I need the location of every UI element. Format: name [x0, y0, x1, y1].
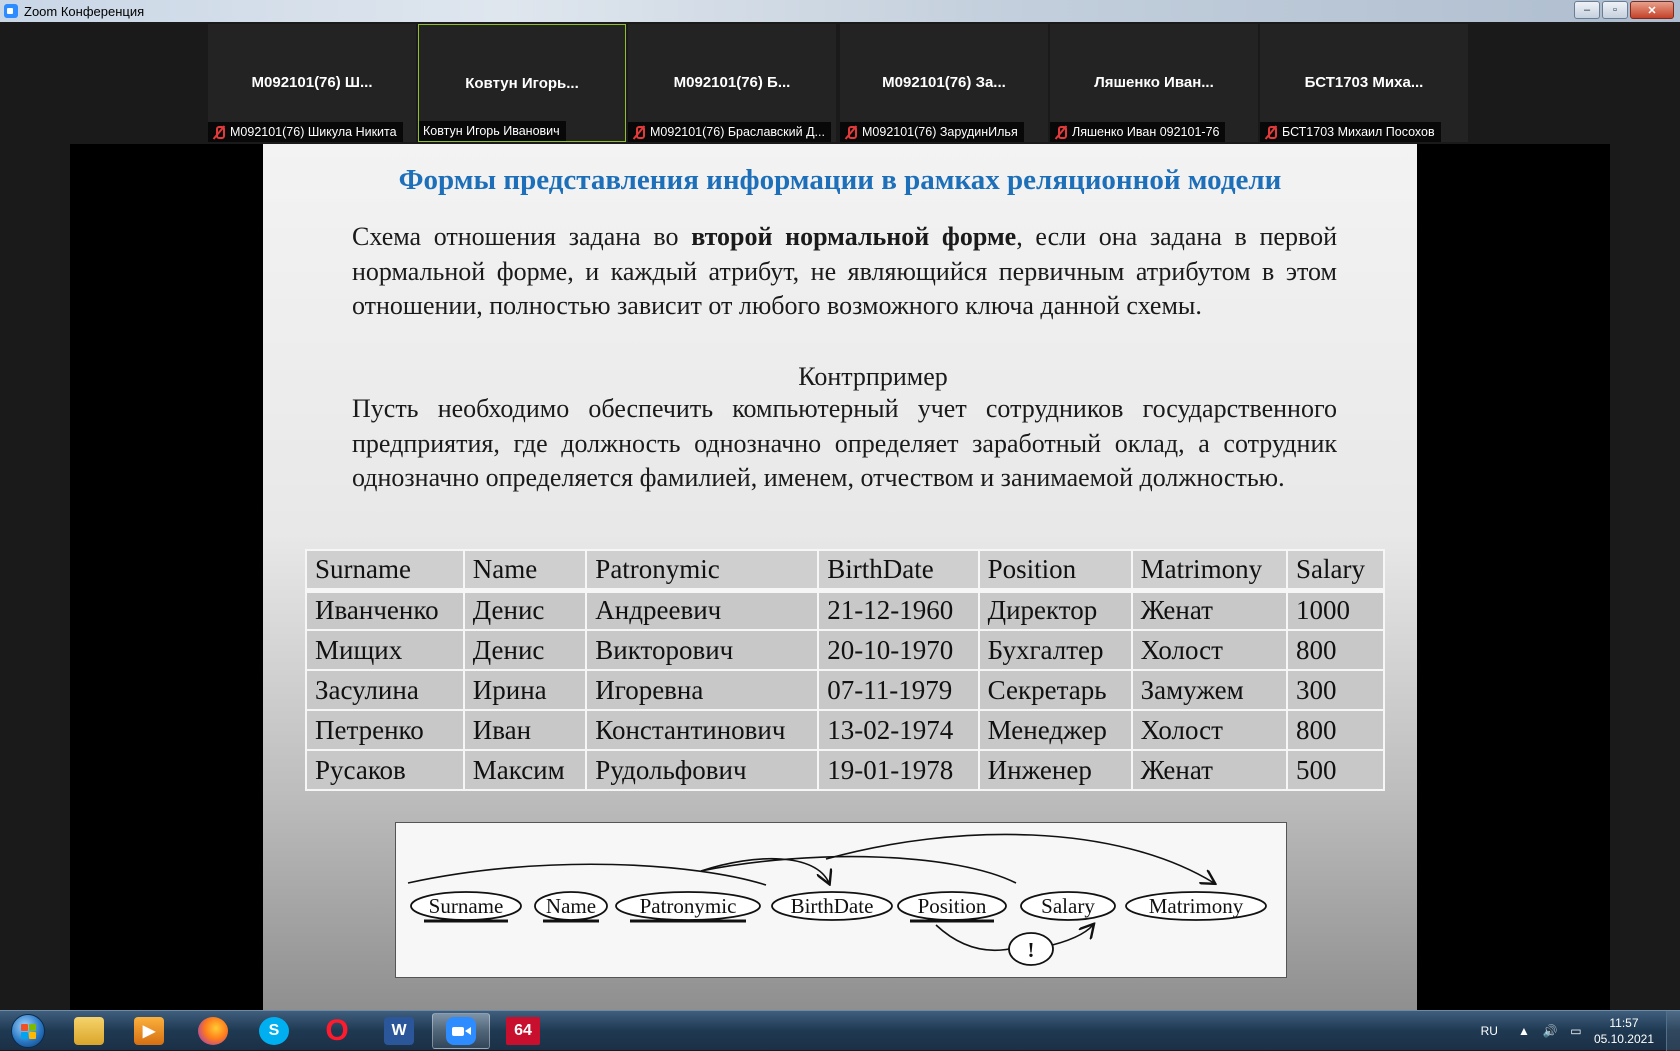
- show-hidden-icons-icon[interactable]: ▲: [1517, 1024, 1530, 1038]
- taskbar-firefox[interactable]: [184, 1013, 242, 1049]
- participant-label: БСТ1703 Михаил Посохов: [1260, 122, 1441, 142]
- taskbar-explorer[interactable]: [60, 1013, 118, 1049]
- system-tray: [1481, 1011, 1680, 1051]
- participant-name: БСТ1703 Миха...: [1304, 74, 1424, 91]
- windows-logo-icon: [11, 1014, 45, 1048]
- column-header: Position: [979, 550, 1132, 590]
- folder-icon: [74, 1017, 104, 1045]
- table-cell: 1000: [1287, 590, 1384, 630]
- window-controls: [1574, 1, 1674, 19]
- table-cell: Холост: [1132, 630, 1287, 670]
- mic-muted-icon: [212, 125, 226, 139]
- table-row: [306, 750, 1384, 790]
- participant-name: M092101(76) Б...: [673, 74, 791, 91]
- taskbar-zoom[interactable]: [432, 1013, 490, 1049]
- table-cell: Максим: [464, 750, 587, 790]
- show-desktop-button[interactable]: [1666, 1011, 1680, 1051]
- table-cell: 13-02-1974: [818, 710, 978, 750]
- taskbar-word[interactable]: [370, 1013, 428, 1049]
- table-cell: Иван: [464, 710, 587, 750]
- column-header: BirthDate: [818, 550, 978, 590]
- zoom-icon: [446, 1017, 476, 1045]
- participant-label: M092101(76) ЗарудинИлья: [840, 122, 1024, 142]
- slide-counterexample-heading: Контрпример: [798, 362, 948, 391]
- table-cell: Денис: [464, 590, 587, 630]
- column-header: Surname: [306, 550, 464, 590]
- firefox-icon: [198, 1017, 228, 1045]
- table-cell: Женат: [1132, 590, 1287, 630]
- table-cell: Рудольфович: [586, 750, 818, 790]
- attribute-node-surname: [411, 892, 521, 921]
- column-header: Name: [464, 550, 587, 590]
- table-cell: Засулина: [306, 670, 464, 710]
- participant-label: M092101(76) Шикула Никита: [208, 122, 403, 142]
- dependency-arc: [701, 859, 829, 883]
- column-header: Salary: [1287, 550, 1384, 590]
- minimize-button[interactable]: –: [1574, 1, 1600, 19]
- table-cell: 20-10-1970: [818, 630, 978, 670]
- participant-tile[interactable]: [840, 24, 1048, 142]
- table-cell: Ирина: [464, 670, 587, 710]
- participant-name: M092101(76) За...: [882, 74, 1006, 91]
- table-cell: Андреевич: [586, 590, 818, 630]
- attribute-node-birthdate: [772, 892, 892, 920]
- table-cell: Игоревна: [586, 670, 818, 710]
- attribute-label: Patronymic: [639, 894, 737, 918]
- exclamation-node: [1009, 933, 1053, 965]
- attribute-label: Position: [917, 894, 987, 918]
- table-cell: Директор: [979, 590, 1132, 630]
- table-cell: Замужем: [1132, 670, 1287, 710]
- dependency-diagram: [395, 822, 1287, 978]
- opera-icon: O: [325, 1014, 349, 1047]
- attribute-node-salary: [1021, 892, 1115, 920]
- table-cell: Менеджер: [979, 710, 1132, 750]
- taskbar-media-player[interactable]: [120, 1013, 178, 1049]
- table-cell: Инженер: [979, 750, 1132, 790]
- clock-time: 11:57: [1609, 1016, 1639, 1030]
- zoom-app-icon: [4, 4, 18, 18]
- participant-tile[interactable]: [628, 24, 836, 142]
- table-cell: Бухгалтер: [979, 630, 1132, 670]
- attribute-label: Matrimony: [1148, 894, 1244, 918]
- aida64-icon: 64: [506, 1017, 540, 1045]
- exclamation-mark: !: [1027, 938, 1035, 962]
- table-cell: Петренко: [306, 710, 464, 750]
- column-header: Matrimony: [1132, 550, 1287, 590]
- employees-table: [305, 549, 1385, 791]
- clock-date: 05.10.2021: [1593, 1032, 1654, 1046]
- participant-tile[interactable]: [1050, 24, 1258, 142]
- taskbar-skype[interactable]: [245, 1013, 303, 1049]
- dependency-arc: [826, 834, 1214, 883]
- participant-label: Ляшенко Иван 092101-76: [1050, 122, 1225, 142]
- volume-icon[interactable]: 🔊: [1542, 1024, 1558, 1038]
- mic-muted-icon: [632, 125, 646, 139]
- window-titlebar[interactable]: [0, 0, 1680, 22]
- attribute-node-position: [898, 892, 1006, 921]
- table-row: [306, 630, 1384, 670]
- slide-paragraph-example: Пусть необходимо обеспечить компьютерный учет сотрудников государственного предприятия, где должность однозначно определяет заработный оклад, а сотрудник однозначно определяется фамилией, именем, отчеством и занимаемой должностью.: [352, 394, 1337, 492]
- participant-tile[interactable]: [1260, 24, 1468, 142]
- attribute-label: BirthDate: [790, 894, 874, 918]
- participant-tile-active-speaker[interactable]: [418, 24, 626, 142]
- dependency-arc: [936, 925, 1018, 950]
- table-header-row: [306, 550, 1384, 590]
- slide-paragraph-definition: Схема отношения задана во второй нормальной форме, если она задана в первой нормальной форме, и каждый атрибут, не являющийся первичным атрибутом в этом отношении, полностью зависит от любого возможного ключа данной схемы.: [352, 222, 1337, 320]
- attribute-node-matrimony: [1126, 892, 1266, 920]
- table-cell: Константинович: [586, 710, 818, 750]
- word-icon: W: [384, 1017, 414, 1045]
- participant-name: M092101(76) Ш...: [251, 74, 373, 91]
- table-cell: Женат: [1132, 750, 1287, 790]
- participant-name: Ляшенко Иван...: [1094, 74, 1214, 91]
- maximize-button[interactable]: ▫: [1602, 1, 1628, 19]
- window-title: Zoom Конференция: [24, 3, 145, 19]
- table-cell: Холост: [1132, 710, 1287, 750]
- table-cell: Русаков: [306, 750, 464, 790]
- table-row: [306, 590, 1384, 630]
- table-cell: Иванченко: [306, 590, 464, 630]
- presentation-slide: [263, 144, 1417, 1010]
- column-header: Patronymic: [586, 550, 818, 590]
- clock[interactable]: [1594, 1015, 1654, 1047]
- table-row: [306, 670, 1384, 710]
- attribute-node-name: [535, 892, 607, 921]
- table-cell: 500: [1287, 750, 1384, 790]
- table-cell: 07-11-1979: [818, 670, 978, 710]
- table-cell: 800: [1287, 710, 1384, 750]
- table-cell: 300: [1287, 670, 1384, 710]
- table-cell: 19-01-1978: [818, 750, 978, 790]
- media-icon: ▶: [134, 1017, 164, 1045]
- attribute-label: Name: [545, 894, 597, 918]
- slide-title: Формы представления информации в рамках реляционной модели: [398, 164, 1282, 196]
- taskbar: [0, 1010, 1680, 1050]
- table-cell: Денис: [464, 630, 587, 670]
- participant-tile[interactable]: [208, 24, 416, 142]
- attribute-label: Surname: [428, 894, 504, 918]
- table-cell: 21-12-1960: [818, 590, 978, 630]
- taskbar-opera[interactable]: [308, 1013, 366, 1049]
- attribute-label: Salary: [1041, 894, 1095, 918]
- taskbar-aida64[interactable]: [494, 1013, 552, 1049]
- skype-icon: S: [259, 1017, 289, 1045]
- participant-name: Ковтун Игорь...: [465, 75, 579, 92]
- table-cell: 800: [1287, 630, 1384, 670]
- mic-muted-icon: [844, 125, 858, 139]
- participant-label: M092101(76) Браславский Д...: [628, 122, 831, 142]
- table-cell: Викторович: [586, 630, 818, 670]
- table-cell: Мищих: [306, 630, 464, 670]
- participant-label: Ковтун Игорь Иванович: [419, 121, 566, 141]
- dependency-diagram-svg: [396, 823, 1288, 979]
- table-cell: Секретарь: [979, 670, 1132, 710]
- language-indicator[interactable]: RU: [1480, 1024, 1498, 1038]
- participant-strip: [0, 22, 1680, 144]
- start-button[interactable]: [4, 1011, 52, 1051]
- attribute-node-patronymic: [616, 892, 760, 921]
- close-button[interactable]: ✕: [1630, 1, 1674, 19]
- table-row: [306, 710, 1384, 750]
- network-icon[interactable]: ▭: [1570, 1024, 1582, 1038]
- mic-muted-icon: [1054, 125, 1068, 139]
- mic-muted-icon: [1264, 125, 1278, 139]
